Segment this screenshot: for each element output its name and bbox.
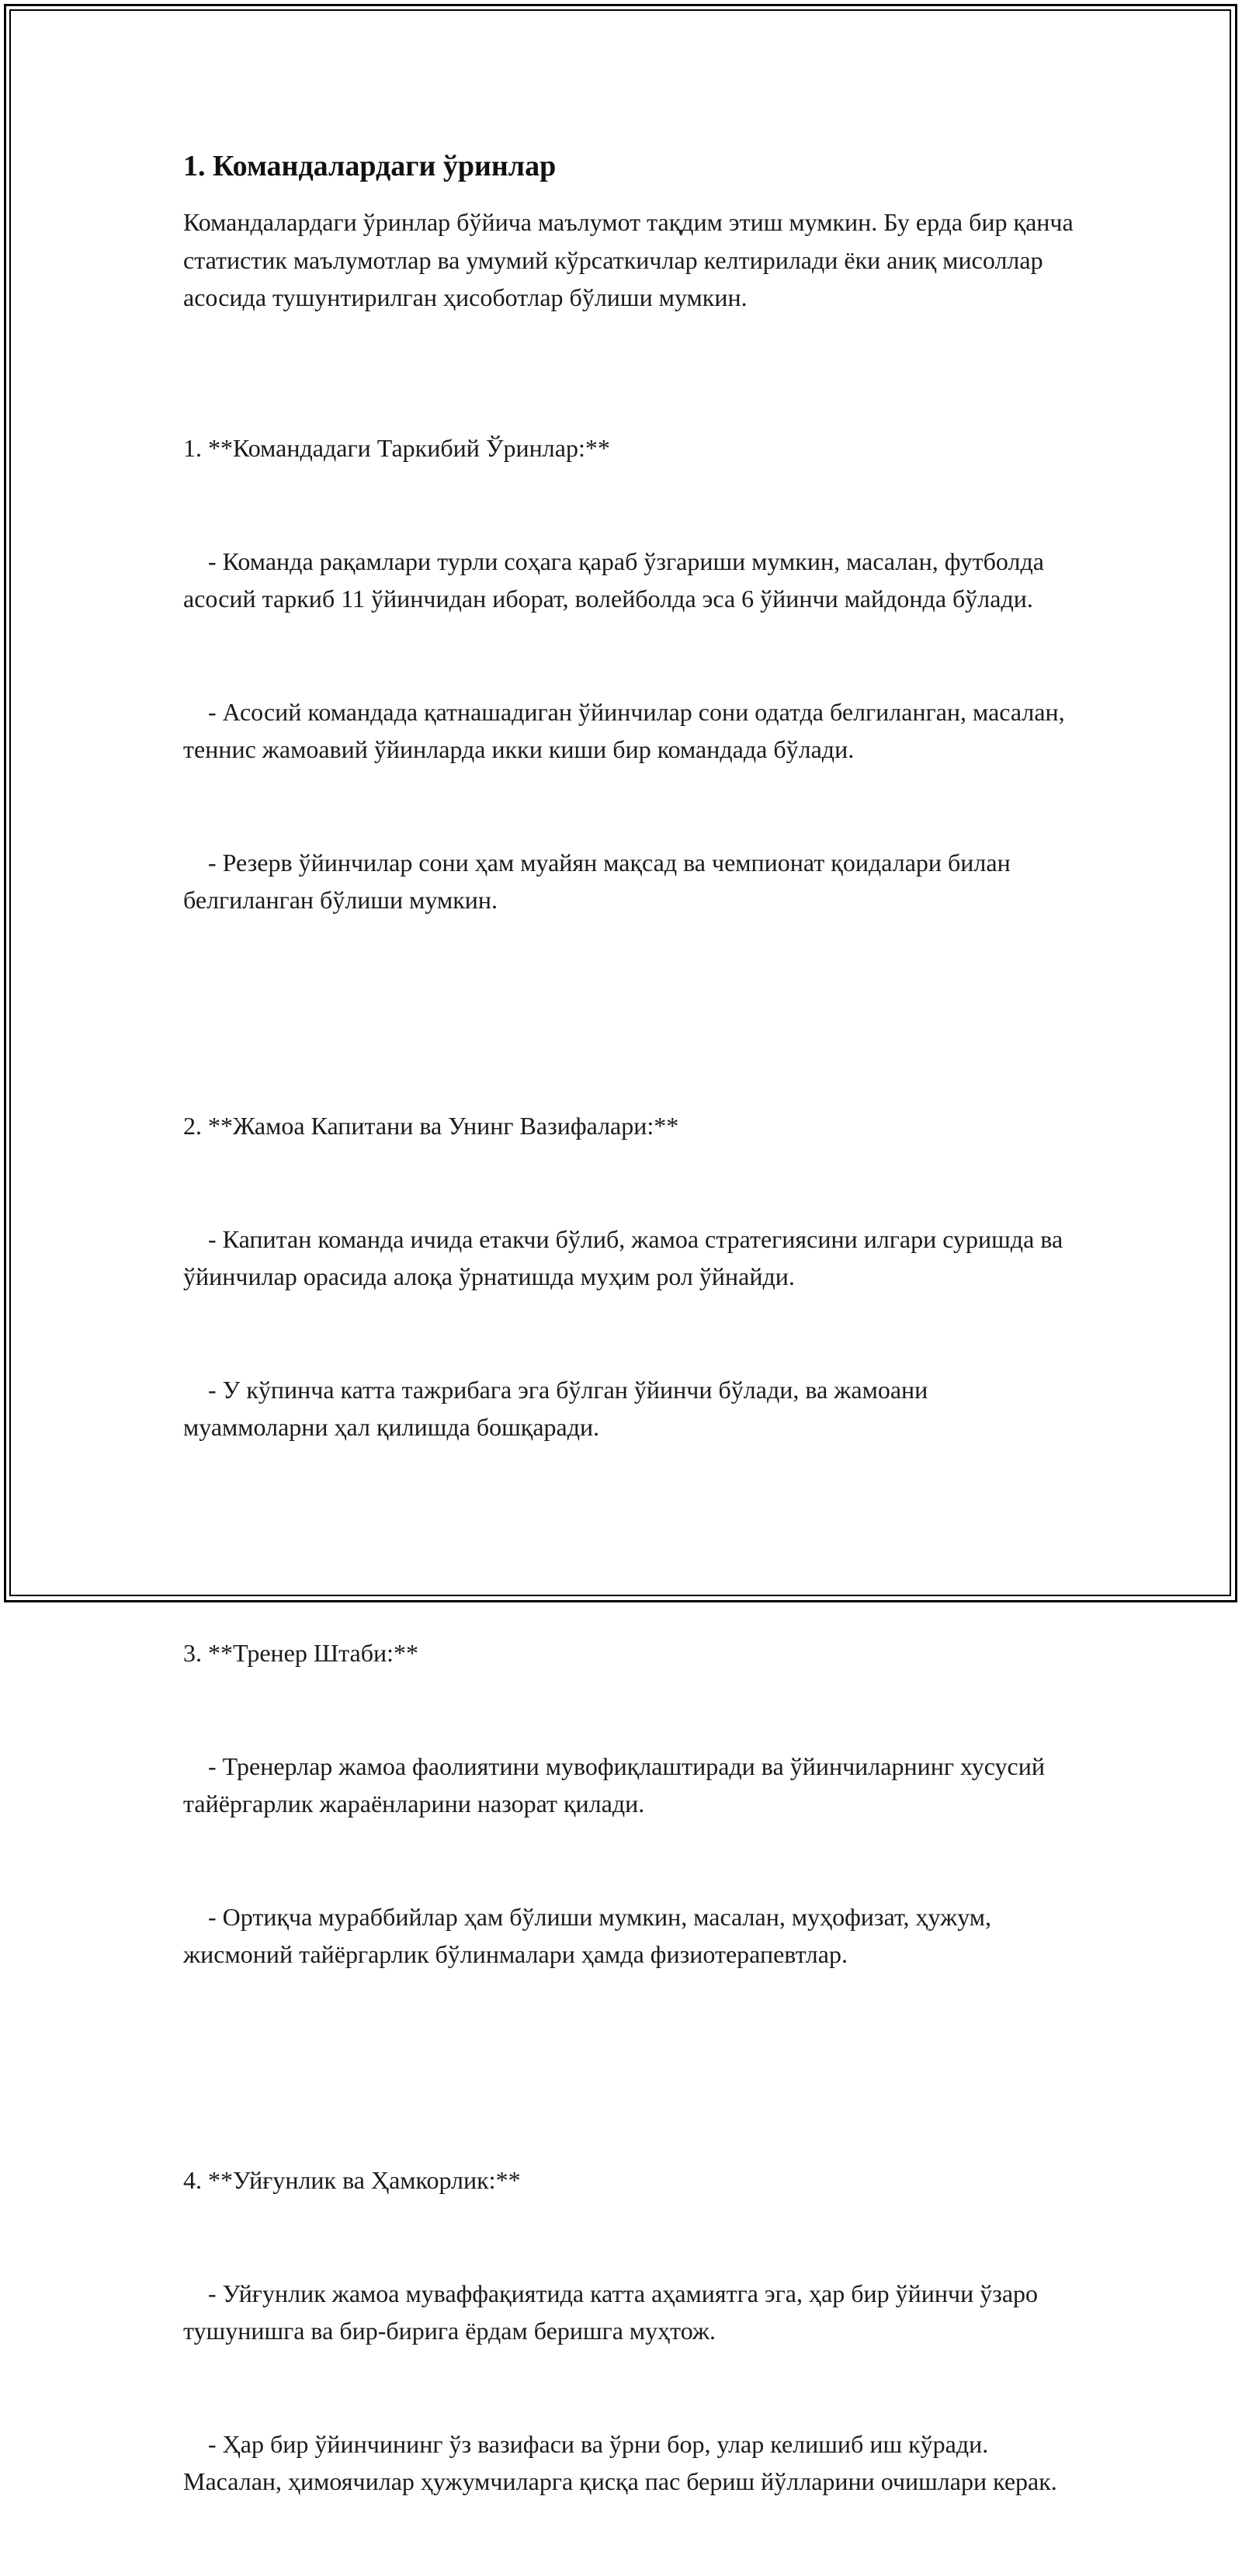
list-item: - Команда рақамлари турли соҳага қараб ўзгариши мумкин, масалан, футболда асосий таркиб 11 ўйинчидан иборат, волейболда эса 6 ўйинчи майдонда бўлади. bbox=[183, 547, 1050, 613]
list-item: - Асосий командада қатнашадиган ўйинчилар сони одатда белгиланган, масалан, теннис жамоавий ўйинларда икки киши бир командада бўлади. bbox=[183, 697, 1071, 763]
section-4 bbox=[183, 2086, 1076, 2576]
spacer bbox=[183, 2049, 1076, 2087]
document-body bbox=[183, 144, 1080, 2576]
section-3 bbox=[183, 1559, 1076, 2049]
list-item: - Ортиқча мураббийлар ҳам бўлиши мумкин, масалан, муҳофизат, ҳужум, жисмоний тайёргарлик бўлинмалари ҳамда физиотерапевтлар. bbox=[183, 1902, 998, 1968]
intro-paragraph: Командалардаги ўринлар бўйича маълумот тақдим этиш мумкин. Бу ерда бир қанча статистик маълумотлар ва умумий кўрсаткичлар келтирилади ёки аниқ мисоллар асосида тушунтирилган ҳисоботлар бўлиши мумкин. bbox=[183, 208, 1080, 311]
section-title: 2. **Жамоа Капитани ва Унинг Вазифалари:** bbox=[183, 1112, 679, 1140]
spacer bbox=[183, 995, 1076, 1033]
section-title: 3. **Тренер Штаби:** bbox=[183, 1639, 419, 1667]
list-item: - У кўпинча катта тажрибага эга бўлган ўйинчи бўлади, ва жамоани муаммоларни ҳал қилишда бошқаради. bbox=[183, 1375, 935, 1441]
list-item: - Ҳар бир ўйинчининг ўз вазифаси ва ўрни бор, улар келишиб иш кўради. Масалан, ҳимоячилар ҳужумчиларга қисқа пас бериш йўлларини очишлари керак. bbox=[183, 2429, 1057, 2495]
page-title: 1. Командалардаги ўринлар bbox=[183, 150, 557, 182]
list-item: - Резерв ўйинчилар сони ҳам муайян мақсад ва чемпионат қоидалари билан белгиланган бўлиши мумкин. bbox=[183, 848, 1017, 914]
section-title: 4. **Уйғунлик ва Ҳамкорлик:** bbox=[183, 2166, 521, 2194]
list-item: - Уйғунлик жамоа муваффақиятида катта аҳамиятга эга, ҳар бир ўйинчи ўзаро тушунишга ва бир-бирига ёрдам беришга муҳтож. bbox=[183, 2279, 1045, 2345]
spacer bbox=[183, 317, 1076, 355]
section-title: 1. **Командадаги Таркибий Ўринлар:** bbox=[183, 434, 610, 462]
section-1 bbox=[183, 354, 1076, 995]
section-2 bbox=[183, 1032, 1076, 1522]
spacer bbox=[183, 1522, 1076, 1560]
list-item: - Капитан команда ичида етакчи бўлиб, жамоа стратегиясини илгари суришда ва ўйинчилар орасида алоқа ўрнатишда муҳим рол ўйнайди. bbox=[183, 1224, 1070, 1290]
list-item: - Тренерлар жамоа фаолиятини мувофиқлаштиради ва ўйинчиларнинг хусусий тайёргарлик жараёнларини назорат қилади. bbox=[183, 1751, 1051, 1817]
